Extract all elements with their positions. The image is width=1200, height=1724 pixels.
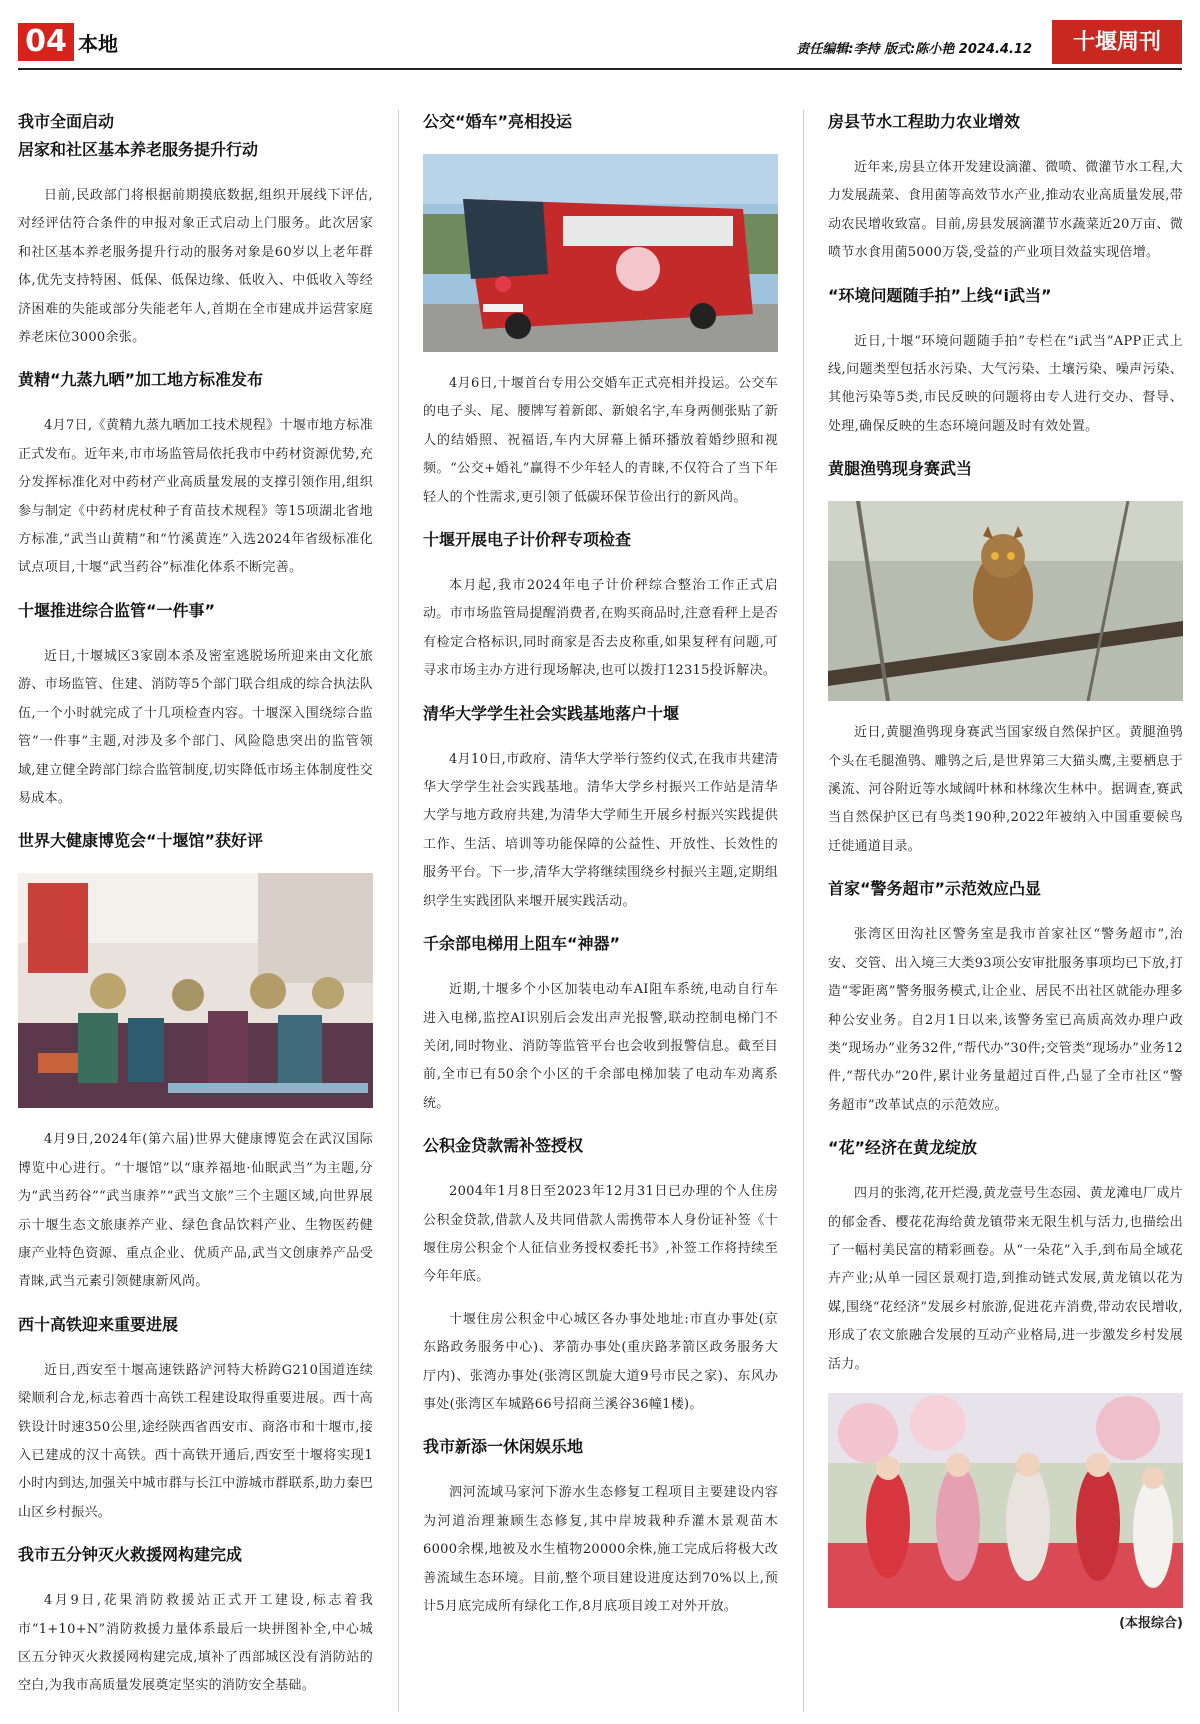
photo-credit: (本报综合) — [1119, 1615, 1183, 1631]
page-header — [18, 20, 1182, 64]
editor-line: 责任编辑:李持 版式:陈小艳 2024.4.12 — [796, 42, 1032, 57]
article-title: 清华大学学生社会实践基地落户十堰 — [423, 703, 680, 723]
article-title: 十堰推进综合监管“一件事” — [18, 600, 216, 620]
column-3 — [828, 108, 1183, 1631]
article-body: 十堰住房公积金中心城区各办事处地址:市直办事处(京东路政务服务中心)、茅箭办事处(重庆路茅箭区政务服务大厅内)、张湾办事处(张湾区凯旋大道9号市民之家)、东风办事处(张湾区车城路66号招商兰溪谷36幢1楼)。 — [423, 1311, 778, 1412]
article-title: 西十高铁迎来重要进展 — [18, 1314, 179, 1334]
article-body: 张湾区田沟社区警务室是我市首家社区“警务超市”,治安、交管、出入境三大类93项公安审批服务事项均已下放,打造“零距离”警务服务模式,让企业、居民不出社区就能办理多种公安业务。自2月1日以来,该警务室已高质高效办理户政类“现场办”业务32件,“帮代办”30件;交管类“现场办”业务12件,“帮代办”20件,累计业务量超过百件,凸显了全市社区“警务超市”改革试点的示范效应。 — [828, 927, 1183, 1113]
article-title: 我市五分钟灭火救援网构建完成 — [18, 1545, 243, 1565]
article-body: 近日,黄腿渔鸮现身赛武当国家级自然保护区。黄腿渔鸮个头在毛腿渔鸮、雕鸮之后,是世界第三大猫头鹰,主要栖息于溪流、河谷附近等水域阔叶林和林缘次生林中。据调查,赛武当自然保护区已有鸟类190种,2022年被纳入中国重要候鸟迁徙通道目录。 — [828, 725, 1183, 854]
article-body: 2004年1月8日至2023年12月31日已办理的个人住房公积金贷款,借款人及共同借款人需携带本人身份证补签《十堰住房公积金个人征信业务授权委托书》,补签工作将持续至今年年底。 — [423, 1184, 778, 1285]
article-body: 近期,十堰多个小区加装电动车AI阻车系统,电动自行车进入电梯,监控AI识别后会发出声光报警,联动控制电梯门不关闭,同时物业、消防等监管平台也会收到报警信息。截至目前,全市已有50余个小区的千余部电梯加装了电动车劝离系统。 — [423, 982, 778, 1111]
article-body: 四月的张湾,花开烂漫,黄龙壹号生态园、黄龙滩电厂成片的郁金香、樱花花海给黄龙镇带来无限生机与活力,也描绘出了一幅村美民富的精彩画卷。从“一朵花”入手,到布局全域花卉产业;从单一园区景观打造,到推动链式发展,黄龙镇以花为媒,围绕“花经济”发展乡村旅游,促进花卉消费,带动农民增收,形成了农文旅融合发展的互动产业格局,进一步激发乡村发展活力。 — [828, 1186, 1183, 1372]
article-body: 泗河流域马家河下游水生态修复工程项目主要建设内容为河道治理兼顾生态修复,其中岸坡栽种乔灌木景观苗木6000余棵,地被及水生植物20000余株,施工完成后将极大改善流域生态环境。目前,整个项目建设进度达到70%以上,预计5月底完成所有绿化工作,8月底项目竣工对外开放。 — [423, 1485, 778, 1614]
article-title: 千余部电梯用上阻车“神器” — [423, 934, 621, 954]
flower-festival-photo — [828, 1393, 1183, 1608]
article-title — [18, 108, 373, 164]
article-title: 房县节水工程助力农业增效 — [828, 112, 1021, 131]
masthead-logo: 十堰周刊 — [1052, 20, 1182, 64]
wedding-bus-photo — [423, 154, 778, 352]
column-divider — [398, 110, 399, 1712]
article-body: 近日,十堰城区3家剧本杀及密室逃脱场所迎来由文化旅游、市场监管、住建、消防等5个部门联合组成的综合执法队伍,一个小时就完成了十几项检查内容。十堰深入围绕综合监管“一件事”主题,对涉及多个部门、风险隐患突出的监管领域,建立健全跨部门综合监管制度,切实降低市场主体制度性交易成本。 — [18, 648, 373, 806]
article-body: 近日,西安至十堰高速铁路浐河特大桥跨G210国道连续梁顺利合龙,标志着西十高铁工程建设取得重要进展。西十高铁设计时速350公里,途经陕西省西安市、商洛市和十堰市,接入已建成的汉十高铁。西十高铁开通后,西安至十堰将实现1小时内到达,加强关中城市群与长江中游城市群联系,助力秦巴山区乡村振兴。 — [18, 1362, 373, 1520]
article-body: 4月6日,十堰首台专用公交婚车正式亮相并投运。公交车的电子头、尾、腰牌写着新郎、新娘名字,车身两侧张贴了新人的结婚照、祝福语,车内大屏幕上循环播放着婚纱照和视频。“公交+婚礼”赢得不少年轻人的青睐,不仅符合了当下年轻人的个性需求,更引领了低碳环保节俭出行的新风尚。 — [423, 376, 778, 505]
column-divider — [803, 110, 804, 1712]
article-title: 黄腿渔鸮现身赛武当 — [828, 459, 973, 479]
title-line: 我市全面启动 — [18, 112, 115, 131]
column-1 — [18, 108, 373, 1715]
title-line: 居家和社区基本养老服务提升行动 — [18, 140, 259, 159]
owl-photo — [828, 501, 1183, 701]
article-title: 世界大健康博览会“十堰馆”获好评 — [18, 831, 264, 851]
expo-photo — [18, 873, 373, 1108]
article-body: 4月7日,《黄精九蒸九晒加工技术规程》十堰市地方标准正式发布。近年来,市市场监管局依托我市中药材资源优势,充分发挥标准化对中药材产业高质量发展的支撑引领作用,组织参与制定《中药材虎杖种子育苗技术规程》等15项湖北省地方标准,“武当山黄精”和“竹溪黄连”入选2024年省级标准化试点项目,十堰“武当药谷”标准化体系不断完善。 — [18, 418, 373, 576]
page-number: 04 — [18, 23, 74, 61]
article-title: 黄精“九蒸九晒”加工地方标准发布 — [18, 370, 264, 390]
article-title: “花”经济在黄龙绽放 — [828, 1138, 978, 1158]
article-title: “环境问题随手拍”上线“i武当” — [828, 285, 1052, 305]
article-title: 十堰开展电子计价秤专项检查 — [423, 530, 632, 550]
article-body: 近日,十堰“环境问题随手拍”专栏在“i武当”APP正式上线,问题类型包括水污染、大气污染、土壤污染、噪声污染、其他污染等5类,市民反映的问题将由专人进行交办、督导、处理,确保反映的生态环境问题及时有效处置。 — [828, 333, 1183, 434]
article-body: 4月9日,花果消防救援站正式开工建设,标志着我市“1+10+N”消防救援力量体系最后一块拼图补全,中心城区五分钟灭火救援网构建完成,填补了西部城区没有消防站的空白,为我市高质量发展奠定坚实的消防安全基础。 — [18, 1593, 373, 1694]
article-body: 4月9日,2024年(第六届)世界大健康博览会在武汉国际博览中心进行。“十堰馆”以“康养福地·仙眠武当”为主题,分为“武当药谷”“武当康养”“武当文旅”三个主题区域,向世界展示十堰生态文旅康养产业、绿色食品饮料产业、生物医药健康产业特色资源、重点企业、优质产品,武当文创康养产品受青睐,武当元素引领健康新风尚。 — [18, 1132, 373, 1290]
article-body: 4月10日,市政府、清华大学举行签约仪式,在我市共建清华大学学生社会实践基地。清华大学乡村振兴工作站是清华大学与地方政府共建,为清华大学师生开展乡村振兴实践提供工作、生活、培训等功能保障的公益性、开放性、长效性的服务平台。下一步,清华大学将继续围绕乡村振兴主题,定期组织学生实践团队来堰开展实践活动。 — [423, 751, 778, 909]
article-body: 日前,民政部门将根据前期摸底数据,组织开展线下评估,对经评估符合条件的申报对象正式启动上门服务。此次居家和社区基本养老服务提升行动的服务对象是60岁以上老年群体,优先支持特困、低保、低保边缘、低收入、中低收入等经济困难的失能或部分失能老年人,首期在全市建成并运营家庭养老床位3000余张。 — [18, 188, 373, 346]
article-title: 公交“婚车”亮相投运 — [423, 112, 573, 131]
article-body: 本月起,我市2024年电子计价秤综合整治工作正式启动。市市场监管局提醒消费者,在购买商品时,注意看秤上是否有检定合格标识,同时商家是否去皮称重,如果复秤有问题,可寻求市场主办方进行现场解决,也可以拨打12315投诉解决。 — [423, 578, 778, 679]
column-2 — [423, 108, 778, 1635]
article-title: 我市新添一休闲娱乐地 — [423, 1437, 584, 1457]
section-title: 本地 — [78, 32, 118, 56]
article-body: 近年来,房县立体开发建设滴灌、微喷、微灌节水工程,大力发展蔬菜、食用菌等高效节水产业,推动农业高质量发展,带动农民增收致富。目前,房县发展滴灌节水蔬菜近20万亩、微喷节水食用菌5000万袋,受益的产业项目效益实现倍增。 — [828, 160, 1183, 261]
article-title: 首家“警务超市”示范效应凸显 — [828, 879, 1042, 899]
article-title: 公积金贷款需补签授权 — [423, 1136, 584, 1156]
header-rule — [18, 68, 1182, 70]
